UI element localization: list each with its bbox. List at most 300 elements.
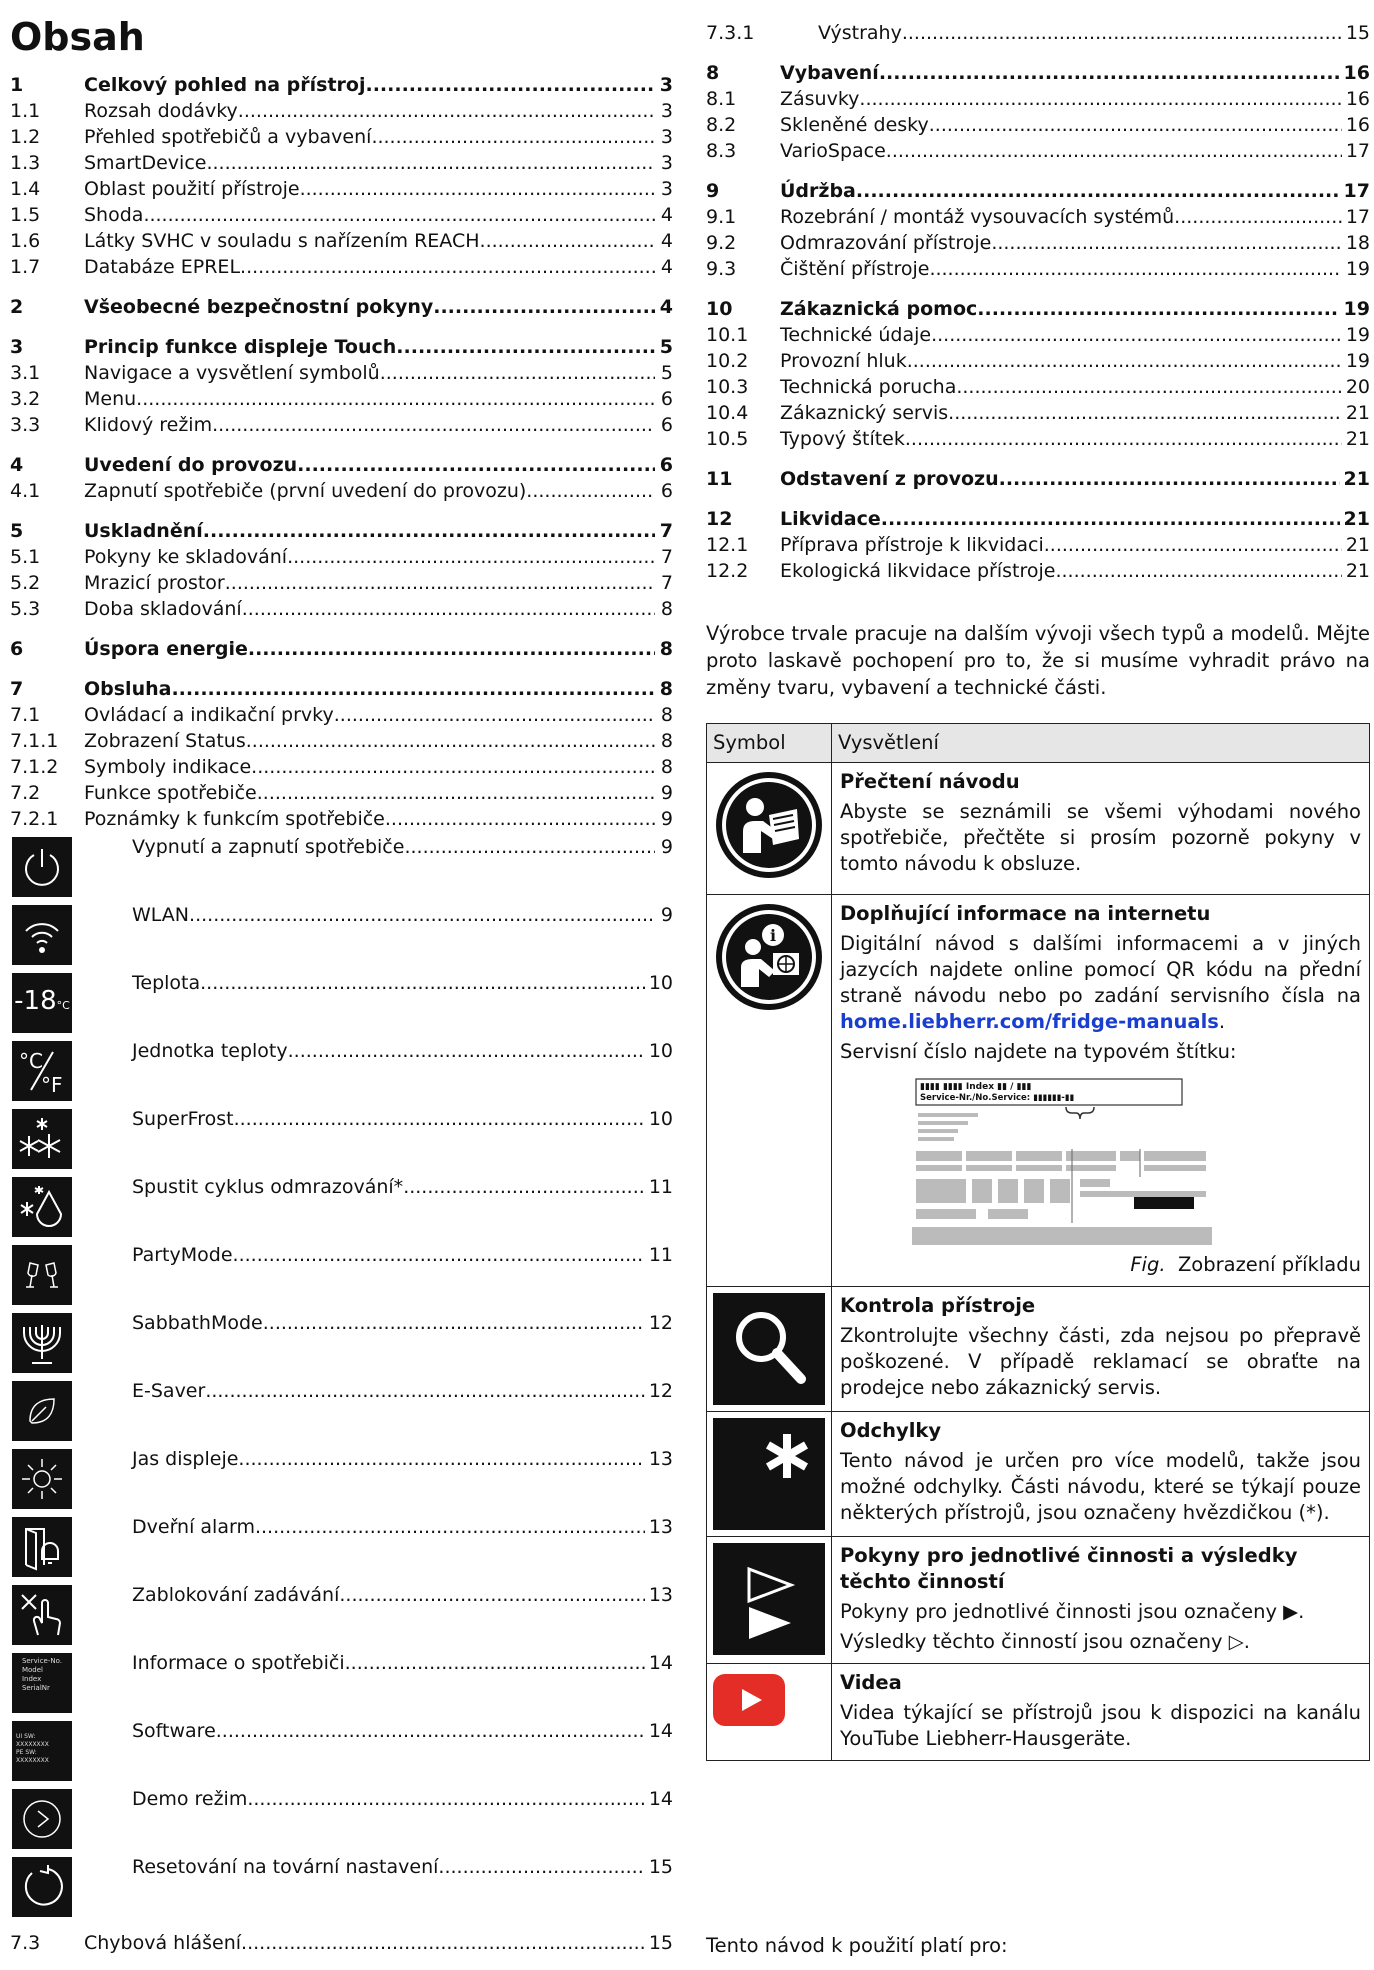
row-heading: Pokyny pro jednotlivé činnosti a výsledky těchto činností bbox=[840, 1544, 1298, 1593]
toc-entry-title: Skleněné desky bbox=[780, 114, 929, 136]
toc-entry-page: 10 bbox=[648, 1040, 673, 1062]
toc-leader-dots bbox=[385, 806, 655, 832]
toc-function-entry[interactable] bbox=[10, 1310, 673, 1378]
toc-entry[interactable] bbox=[10, 228, 673, 254]
figure-label: Fig. bbox=[1130, 1253, 1166, 1276]
toc-entry-title: Likvidace bbox=[780, 508, 881, 530]
toc-entry-number: 7.1 bbox=[10, 704, 41, 726]
toc-entry-number: 8 bbox=[706, 62, 720, 84]
toc-function-row bbox=[132, 1650, 673, 1676]
symbol-table bbox=[706, 723, 1370, 1761]
temperature-icon bbox=[12, 973, 72, 1033]
info-line: Model bbox=[21, 1666, 44, 1674]
toc-function-entry[interactable] bbox=[10, 1242, 673, 1310]
toc-function-row bbox=[132, 834, 673, 860]
toc-entry-title: Navigace a vysvětlení symbolů bbox=[84, 362, 380, 384]
toc-entry-page: 8 bbox=[659, 638, 673, 660]
toc-entry-page: 21 bbox=[1345, 560, 1370, 582]
toc-entry-page: 10 bbox=[648, 1108, 673, 1130]
toc-entry-title: Princip funkce displeje Touch bbox=[84, 336, 397, 358]
toc-entry-title: Obsluha bbox=[84, 678, 172, 700]
toc-entry-page: 3 bbox=[660, 126, 673, 148]
toc-entry-page: 9 bbox=[660, 808, 673, 830]
toc-entry-number: 4.1 bbox=[10, 480, 41, 502]
toc-function-entry[interactable] bbox=[10, 1378, 673, 1446]
toc-entry-title: Oblast použití přístroje bbox=[84, 178, 300, 200]
toc-entry[interactable] bbox=[10, 570, 673, 596]
symbol-row-instructions bbox=[707, 1537, 1370, 1664]
toc-entry[interactable] bbox=[706, 426, 1370, 452]
toc-entry[interactable] bbox=[706, 532, 1370, 558]
svg-text:°C: °C bbox=[19, 1049, 43, 1073]
toc-entry-title: Spustit cyklus odmrazování* bbox=[132, 1176, 404, 1198]
row-text: Zkontrolujte všechny části, zda nejsou po přepravě poškozené. V případě reklamací se obraťte na prodejce nebo zákaznický servis. bbox=[840, 1324, 1361, 1399]
toc-entry-page: 20 bbox=[1345, 376, 1370, 398]
toc-entry[interactable] bbox=[10, 294, 673, 320]
toc-function-row bbox=[132, 1242, 673, 1268]
toc-entry-page: 14 bbox=[648, 1788, 673, 1810]
toc-function-entry[interactable] bbox=[10, 1514, 673, 1582]
toc-right-list bbox=[706, 20, 1370, 584]
toc-function-entry[interactable] bbox=[10, 1038, 673, 1106]
toc-entry-number: 3.3 bbox=[10, 414, 41, 436]
symbol-row-read-manual bbox=[707, 763, 1370, 895]
toc-entry[interactable] bbox=[10, 596, 673, 622]
toc-function-entry[interactable] bbox=[10, 1582, 673, 1650]
toc-leader-dots bbox=[234, 1106, 645, 1132]
toc-leader-dots bbox=[999, 466, 1340, 492]
toc-entry[interactable] bbox=[10, 334, 673, 360]
symbol-table-header bbox=[707, 724, 1370, 763]
toc-entry-title: Teplota bbox=[132, 972, 201, 994]
toc-entry[interactable] bbox=[10, 544, 673, 570]
explanation-cell bbox=[832, 1664, 1370, 1761]
input-lock-icon bbox=[12, 1585, 72, 1645]
toc-leader-dots bbox=[948, 400, 1342, 426]
toc-leader-dots bbox=[216, 1718, 645, 1744]
explanation-cell bbox=[832, 1287, 1370, 1412]
toc-entry[interactable] bbox=[706, 178, 1370, 204]
toc-entry-number: 1.4 bbox=[10, 178, 41, 200]
toc-entry[interactable] bbox=[10, 676, 673, 702]
toc-icon-list bbox=[10, 834, 673, 1922]
toc-leader-dots bbox=[438, 1854, 644, 1880]
toc-entry[interactable] bbox=[10, 150, 673, 176]
toc-leader-dots bbox=[902, 20, 1342, 46]
toc-entry[interactable] bbox=[10, 806, 673, 832]
toc-entry-number: 5 bbox=[10, 520, 24, 542]
toc-leader-dots bbox=[1174, 204, 1342, 230]
toc-entry-page: 11 bbox=[648, 1244, 673, 1266]
figure-caption-text: Zobrazení příkladu bbox=[1177, 1253, 1361, 1276]
row-heading: Doplňující informace na internetu bbox=[840, 902, 1211, 925]
toc-entry-page: 7 bbox=[660, 572, 673, 594]
toc-entry-page: 15 bbox=[648, 1932, 673, 1954]
toc-leader-dots bbox=[480, 228, 655, 254]
toc-entry-title: Informace o spotřebiči bbox=[132, 1652, 345, 1674]
toc-entry-page: 14 bbox=[648, 1652, 673, 1674]
toc-entry-title: Zásuvky bbox=[780, 88, 860, 110]
toc-entry[interactable] bbox=[10, 386, 673, 412]
toc-entry-page: 10 bbox=[648, 972, 673, 994]
toc-leader-dots bbox=[297, 452, 655, 478]
toc-leader-dots bbox=[189, 902, 655, 928]
toc-leader-dots bbox=[886, 138, 1342, 164]
toc-entry-page: 17 bbox=[1343, 180, 1370, 202]
toc-title: Obsah bbox=[10, 15, 145, 59]
toc-entry-number: 5.1 bbox=[10, 546, 41, 568]
toc-entry-title: Provozní hluk bbox=[780, 350, 907, 372]
toc-entry-page: 4 bbox=[660, 256, 673, 278]
info-line: Service-No. bbox=[21, 1657, 63, 1665]
toc-entry-number: 5.3 bbox=[10, 598, 41, 620]
toc-entry-page: 21 bbox=[1343, 508, 1370, 530]
toc-entry-number: 2 bbox=[10, 296, 24, 318]
toc-entry-page: 6 bbox=[659, 454, 673, 476]
toc-entry-page: 16 bbox=[1345, 88, 1370, 110]
row-text-2: Servisní číslo najdete na typovém štítku: bbox=[840, 1040, 1237, 1063]
party-glasses-icon bbox=[12, 1245, 72, 1305]
toc-entry-7-3[interactable] bbox=[10, 1930, 673, 1956]
toc-function-row bbox=[132, 1854, 673, 1880]
toc-entry[interactable] bbox=[706, 230, 1370, 256]
toc-function-entry[interactable] bbox=[10, 1650, 673, 1718]
row-heading: Videa bbox=[840, 1671, 902, 1694]
toc-entry-number: 12.2 bbox=[706, 560, 749, 582]
toc-entry-title: Přehled spotřebičů a vybavení bbox=[84, 126, 372, 148]
software-version-line: PE SW: XXXXXXXX bbox=[16, 1749, 49, 1764]
toc-entry[interactable] bbox=[10, 728, 673, 754]
toc-entry[interactable] bbox=[706, 256, 1370, 282]
explanation-cell bbox=[832, 1412, 1370, 1537]
toc-entry-number: 3.1 bbox=[10, 362, 41, 384]
toc-entry[interactable] bbox=[10, 412, 673, 438]
toc-entry[interactable] bbox=[706, 558, 1370, 584]
temperature-value: -18 bbox=[14, 985, 57, 1016]
toc-entry-page: 17 bbox=[1345, 206, 1370, 228]
toc-entry[interactable] bbox=[10, 360, 673, 386]
toc-entry-page: 19 bbox=[1345, 324, 1370, 346]
row-text: Tento návod je určen pro více modelů, takže jsou možné odchylky. Části návodu, které se týkají pouze některých přístrojů, jsou označeny hvězdičkou (*). bbox=[840, 1449, 1361, 1524]
toc-leader-dots bbox=[365, 72, 655, 98]
symbol-cell bbox=[707, 763, 832, 895]
toc-entry-page: 8 bbox=[660, 598, 673, 620]
row-text-part: Digitální návod s dalšími informacemi a v jiných jazycích najdete online pomocí QR kódu na přední straně návodu nebo po zadání servisního čísla na bbox=[840, 932, 1361, 1007]
toc-entry-title: Databáze EPREL bbox=[84, 256, 241, 278]
toc-entry-title: Doba skladování bbox=[84, 598, 242, 620]
toc-entry-number: 1.3 bbox=[10, 152, 41, 174]
svg-text:▮▮▮▮ ▮▮▮▮ Index ▮▮ / ▮▮▮: ▮▮▮▮ ▮▮▮▮ Index ▮▮ / ▮▮▮ bbox=[920, 1082, 1032, 1092]
toc-entry[interactable] bbox=[10, 636, 673, 662]
online-info-icon bbox=[713, 901, 825, 1013]
intro-paragraph: Výrobce trvale pracuje na dalším vývoji všech typů a modelů. Mějte proto laskavě pochopení pro to, že si musíme vyhradit právo na změny tvaru, vybavení a technické části. bbox=[706, 622, 1370, 699]
toc-leader-dots bbox=[300, 176, 655, 202]
toc-entry[interactable] bbox=[706, 296, 1370, 322]
toc-entry-page: 15 bbox=[1345, 22, 1370, 44]
info-line: Index bbox=[21, 1675, 42, 1683]
toc-entry[interactable] bbox=[10, 702, 673, 728]
toc-function-row bbox=[132, 1582, 673, 1608]
toc-entry-title: SmartDevice bbox=[84, 152, 207, 174]
toc-leader-dots bbox=[203, 518, 655, 544]
toc-leader-dots bbox=[247, 1786, 644, 1812]
header-explanation: Vysvětlení bbox=[832, 724, 1370, 763]
toc-entry-page: 12 bbox=[648, 1380, 673, 1402]
type-plate-figure bbox=[912, 1073, 1212, 1245]
toc-entry-title: Zablokování zadávání bbox=[132, 1584, 340, 1606]
toc-entry-number: 7.1.2 bbox=[10, 756, 59, 778]
toc-entry-title: Poznámky k funkcím spotřebiče bbox=[84, 808, 385, 830]
toc-entry-number: 1.5 bbox=[10, 204, 41, 226]
toc-entry[interactable] bbox=[10, 72, 673, 98]
toc-entry-title: WLAN bbox=[132, 904, 190, 926]
toc-entry-title: Výstrahy bbox=[818, 22, 902, 44]
toc-function-entry[interactable] bbox=[10, 1854, 673, 1922]
toc-entry[interactable] bbox=[706, 466, 1370, 492]
toc-entry[interactable] bbox=[10, 452, 673, 478]
symbol-cell bbox=[707, 895, 832, 1287]
toc-entry-page: 7 bbox=[660, 546, 673, 568]
toc-entry-page: 19 bbox=[1345, 350, 1370, 372]
toc-entry-title: Rozsah dodávky bbox=[84, 100, 238, 122]
manuals-link[interactable]: home.liebherr.com/fridge-manuals bbox=[840, 1010, 1219, 1033]
toc-entry-number: 7.3.1 bbox=[706, 22, 755, 44]
toc-leader-dots bbox=[233, 1242, 645, 1268]
toc-entry-page: 11 bbox=[648, 1176, 673, 1198]
toc-leader-dots bbox=[238, 1446, 644, 1472]
toc-entry-page: 13 bbox=[648, 1584, 673, 1606]
toc-entry-title: Chybová hlášení bbox=[84, 1932, 242, 1954]
toc-entry-page: 21 bbox=[1345, 428, 1370, 450]
symbol-cell bbox=[707, 1287, 832, 1412]
toc-entry-number: 3.2 bbox=[10, 388, 41, 410]
toc-leader-dots bbox=[238, 98, 655, 124]
toc-entry[interactable] bbox=[10, 754, 673, 780]
symbol-row-deviations bbox=[707, 1412, 1370, 1537]
toc-entry-number: 1.7 bbox=[10, 256, 41, 278]
magnifier-icon bbox=[713, 1293, 825, 1405]
toc-entry-title: Dveřní alarm bbox=[132, 1516, 255, 1538]
toc-entry[interactable] bbox=[706, 60, 1370, 86]
toc-function-row bbox=[132, 1174, 673, 1200]
toc-entry[interactable] bbox=[706, 20, 1370, 46]
toc-entry-page: 4 bbox=[660, 230, 673, 252]
toc-entry-page: 21 bbox=[1345, 534, 1370, 556]
toc-entry-number: 3 bbox=[10, 336, 24, 358]
toc-function-row bbox=[132, 1718, 673, 1744]
asterisk-icon bbox=[713, 1418, 825, 1530]
toc-function-entry[interactable] bbox=[10, 834, 673, 902]
toc-leader-dots bbox=[171, 676, 655, 702]
toc-entry-number: 10.3 bbox=[706, 376, 749, 398]
toc-entry-number: 9 bbox=[706, 180, 720, 202]
toc-entry-page: 8 bbox=[660, 704, 673, 726]
toc-leader-dots bbox=[907, 348, 1342, 374]
toc-entry-page: 19 bbox=[1343, 298, 1370, 320]
toc-entry[interactable] bbox=[706, 506, 1370, 532]
toc-entry-title: Uvedení do provozu bbox=[84, 454, 298, 476]
toc-entry-title: Vybavení bbox=[780, 62, 879, 84]
toc-leader-dots bbox=[200, 970, 645, 996]
toc-entry[interactable] bbox=[10, 254, 673, 280]
plate-service-label: Service-Nr./No.Service: bbox=[920, 1093, 1031, 1103]
menorah-icon bbox=[12, 1313, 72, 1373]
toc-entry-number: 8.2 bbox=[706, 114, 737, 136]
toc-entry-number: 1.6 bbox=[10, 230, 41, 252]
toc-entry[interactable] bbox=[706, 112, 1370, 138]
toc-entry-page: 8 bbox=[659, 678, 673, 700]
toc-entry-title: Čištění přístroje bbox=[780, 258, 930, 280]
toc-entry-number: 9.2 bbox=[706, 232, 737, 254]
toc-function-row bbox=[132, 1446, 673, 1472]
toc-entry-title: Ovládací a indikační prvky bbox=[84, 704, 334, 726]
toc-function-entry[interactable] bbox=[10, 902, 673, 970]
toc-entry-title: Symboly indikace bbox=[84, 756, 252, 778]
toc-function-row bbox=[132, 1038, 673, 1064]
toc-leader-dots bbox=[136, 386, 655, 412]
toc-entry-page: 3 bbox=[660, 100, 673, 122]
toc-entry-page: 4 bbox=[659, 296, 673, 318]
toc-entry-number: 8.1 bbox=[706, 88, 737, 110]
toc-entry-title: Zákaznický servis bbox=[780, 402, 949, 424]
toc-leader-dots bbox=[241, 1930, 645, 1956]
toc-entry[interactable] bbox=[706, 138, 1370, 164]
toc-entry[interactable] bbox=[706, 204, 1370, 230]
toc-entry-number: 7.3 bbox=[10, 1932, 41, 1954]
toc-entry-title: Jednotka teploty bbox=[132, 1040, 288, 1062]
toc-entry-title: Ekologická likvidace přístroje bbox=[780, 560, 1056, 582]
toc-function-entry[interactable] bbox=[10, 1718, 673, 1786]
toc-function-entry[interactable] bbox=[10, 1786, 673, 1854]
header-symbol: Symbol bbox=[707, 724, 832, 763]
svg-text:i: i bbox=[769, 926, 777, 945]
brightness-icon bbox=[12, 1449, 72, 1509]
toc-entry-number: 10 bbox=[706, 298, 733, 320]
toc-entry-page: 9 bbox=[660, 836, 673, 858]
toc-entry-page: 12 bbox=[648, 1312, 673, 1334]
toc-entry-page: 9 bbox=[660, 782, 673, 804]
row-text: Pokyny pro jednotlivé činnosti jsou označeny ▶. bbox=[840, 1600, 1305, 1623]
toc-entry-number: 9.3 bbox=[706, 258, 737, 280]
explanation-cell bbox=[832, 895, 1370, 1287]
toc-function-row bbox=[132, 1786, 673, 1812]
toc-entry[interactable] bbox=[10, 478, 673, 504]
toc-function-row bbox=[132, 1106, 673, 1132]
toc-entry-number: 9.1 bbox=[706, 206, 737, 228]
toc-entry-title: Funkce spotřebiče bbox=[84, 782, 257, 804]
toc-entry-number: 10.1 bbox=[706, 324, 749, 346]
toc-entry-page: 6 bbox=[660, 388, 673, 410]
toc-leader-dots bbox=[929, 112, 1342, 138]
toc-entry-page: 14 bbox=[648, 1720, 673, 1742]
toc-leader-dots bbox=[879, 60, 1340, 86]
toc-leader-dots bbox=[263, 1310, 645, 1336]
toc-entry-title: Software bbox=[132, 1720, 216, 1742]
reset-icon bbox=[12, 1857, 72, 1917]
toc-leader-dots bbox=[248, 636, 655, 662]
toc-entry[interactable] bbox=[10, 780, 673, 806]
toc-entry-page: 3 bbox=[659, 74, 673, 96]
toc-leader-dots bbox=[288, 1038, 645, 1064]
toc-leader-dots bbox=[929, 256, 1341, 282]
symbol-cell bbox=[707, 1412, 832, 1537]
toc-function-entry[interactable] bbox=[10, 1174, 673, 1242]
toc-entry-title: Uskladnění bbox=[84, 520, 203, 542]
toc-entry-title: Celkový pohled na přístroj bbox=[84, 74, 366, 96]
toc-entry[interactable] bbox=[10, 202, 673, 228]
toc-entry-title: PartyMode bbox=[132, 1244, 233, 1266]
toc-function-entry[interactable] bbox=[10, 1446, 673, 1514]
row-text: Videa týkající se přístrojů jsou k dispozici na kanálu YouTube Liebherr-Hausgeräte. bbox=[840, 1701, 1361, 1750]
leaf-icon bbox=[12, 1381, 72, 1441]
toc-left-column bbox=[10, 0, 673, 1956]
toc-leader-dots bbox=[255, 1514, 645, 1540]
toc-entry-title: Zákaznická pomoc bbox=[780, 298, 978, 320]
toc-entry-page: 21 bbox=[1345, 402, 1370, 424]
toc-entry[interactable] bbox=[10, 124, 673, 150]
toc-leader-dots bbox=[205, 1378, 645, 1404]
toc-entry-page: 17 bbox=[1345, 140, 1370, 162]
toc-leader-dots bbox=[931, 322, 1342, 348]
software-icon bbox=[12, 1721, 72, 1781]
toc-leader-dots bbox=[859, 86, 1341, 112]
toc-entry[interactable] bbox=[10, 518, 673, 544]
toc-leader-dots bbox=[905, 426, 1342, 452]
toc-entry[interactable] bbox=[706, 400, 1370, 426]
toc-entry-title: Odmrazování přístroje bbox=[780, 232, 992, 254]
toc-entry-title: Rozebrání / montáž vysouvacích systémů bbox=[780, 206, 1175, 228]
toc-leader-dots bbox=[856, 178, 1340, 204]
row-text-end: . bbox=[1218, 1010, 1226, 1033]
toc-entry[interactable] bbox=[706, 348, 1370, 374]
right-column bbox=[706, 0, 1370, 1957]
toc-function-entry[interactable] bbox=[10, 1106, 673, 1174]
toc-entry-title: Zapnutí spotřebiče (první uvedení do provozu) bbox=[84, 480, 527, 502]
toc-entry-title: Jas displeje bbox=[132, 1448, 239, 1470]
toc-entry-page: 8 bbox=[660, 730, 673, 752]
toc-entry-page: 3 bbox=[660, 178, 673, 200]
toc-function-row bbox=[132, 970, 673, 996]
figure-caption bbox=[840, 1252, 1361, 1278]
toc-entry[interactable] bbox=[706, 86, 1370, 112]
toc-leader-dots bbox=[380, 360, 655, 386]
temperature-unit: °C bbox=[56, 998, 70, 1012]
toc-entry[interactable] bbox=[10, 98, 673, 124]
row-heading: Kontrola přístroje bbox=[840, 1294, 1036, 1317]
toc-leader-dots bbox=[242, 596, 655, 622]
toc-entry-number: 6 bbox=[10, 638, 24, 660]
toc-entry[interactable] bbox=[10, 176, 673, 202]
toc-leader-dots bbox=[251, 754, 655, 780]
symbol-row-check-device bbox=[707, 1287, 1370, 1412]
toc-entry-number: 10.5 bbox=[706, 428, 749, 450]
toc-entry-page: 3 bbox=[660, 152, 673, 174]
toc-entry-title: SabbathMode bbox=[132, 1312, 263, 1334]
toc-leader-dots bbox=[143, 202, 655, 228]
toc-entry-title: Všeobecné bezpečnostní pokyny bbox=[84, 296, 434, 318]
row-text bbox=[840, 931, 1361, 1035]
toc-function-row bbox=[132, 1514, 673, 1540]
toc-leader-dots bbox=[396, 334, 655, 360]
toc-entry-title: Resetování na tovární nastavení bbox=[132, 1856, 439, 1878]
row-text: Abyste se seznámili se všemi výhodami nového spotřebiče, přečtěte si prosím pozorně pokyny v tomto návodu k obsluze. bbox=[840, 800, 1361, 875]
toc-entry[interactable] bbox=[706, 322, 1370, 348]
toc-leader-dots bbox=[991, 230, 1342, 256]
toc-function-entry[interactable] bbox=[10, 970, 673, 1038]
toc-leader-dots bbox=[287, 544, 655, 570]
instruction-arrows-icon bbox=[713, 1543, 825, 1655]
toc-entry[interactable] bbox=[706, 374, 1370, 400]
